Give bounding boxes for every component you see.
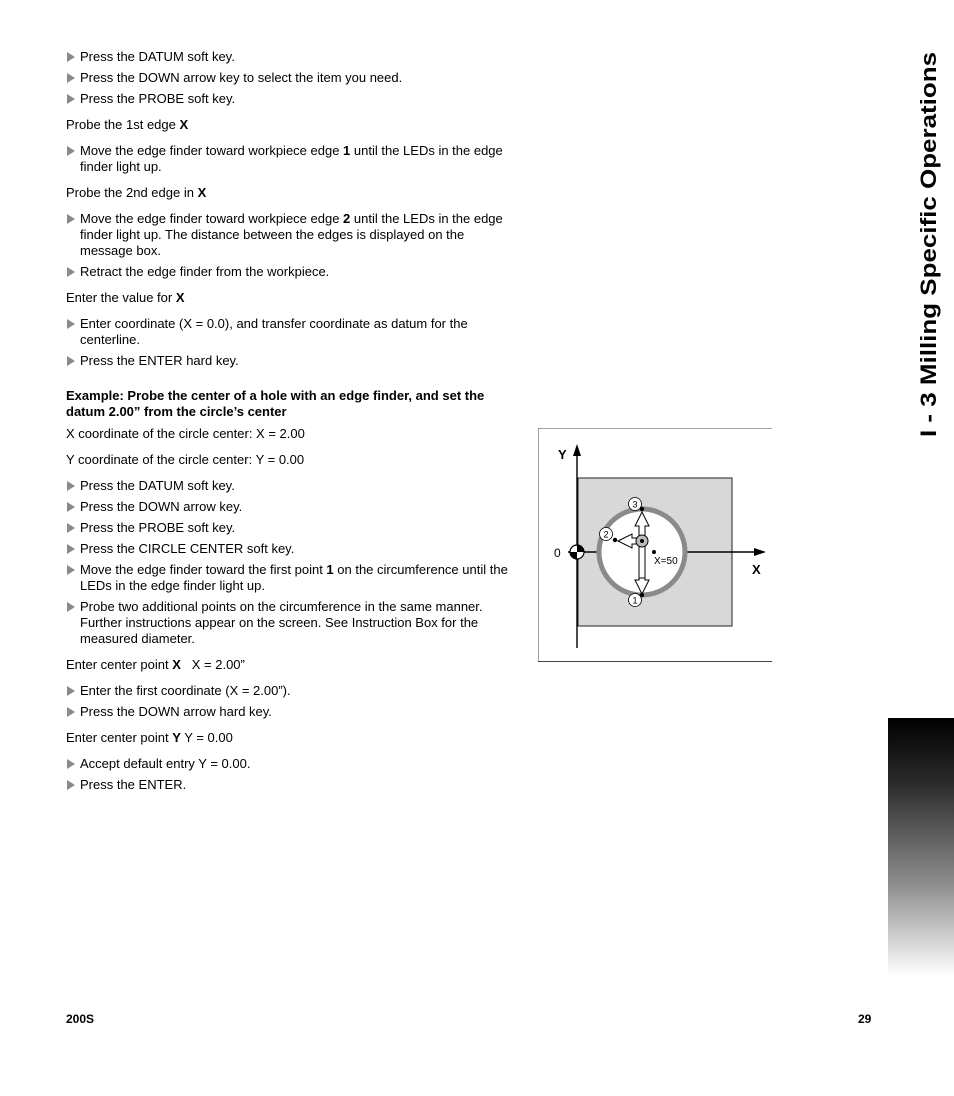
center-y-label: Enter center point Y Y = 0.00: [66, 730, 233, 745]
svg-text:I - 3 Milling Specific Operati: I - 3 Milling Specific Operations: [916, 110, 941, 437]
main-text-column: [66, 49, 516, 798]
point-2-marker: [600, 528, 613, 541]
step-press-enter: Press the ENTER hard key.: [66, 353, 516, 369]
y-coordinate-text: Y coordinate of the circle center: Y = 0.00: [66, 452, 305, 467]
origin-label: 0: [554, 546, 561, 560]
svg-text:2: 2: [603, 529, 609, 540]
x50-label: X=50: [654, 556, 678, 567]
step2-move-point-1: Move the edge finder toward the first point 1 on the circumference until the LEDs in the edge finder light up.: [66, 562, 516, 594]
footer-product: 200S: [66, 1012, 95, 1026]
step2-press-probe: Press the PROBE soft key.: [66, 520, 516, 536]
example-heading: Example: Probe the center of a hole with an edge finder, and set the datum 2.00” from the circle’s center: [66, 388, 485, 419]
probe-first-edge-label: Probe the 1st edge X: [66, 117, 189, 132]
x-axis-arrow: [754, 548, 766, 556]
x-coordinate-text: X coordinate of the circle center: X = 2.00: [66, 426, 305, 441]
step-press-down-hard: Press the DOWN arrow hard key.: [66, 704, 516, 720]
step2-press-down: Press the DOWN arrow key.: [66, 499, 516, 515]
center-x-label: Enter center point X X = 2.00”: [66, 657, 245, 672]
step-enter-coordinate: Enter coordinate (X = 0.0), and transfer coordinate as datum for the centerline.: [66, 316, 516, 348]
step-press-enter-final: Press the ENTER.: [66, 777, 516, 793]
svg-text:1: 1: [632, 595, 638, 606]
step-move-edge-2: Move the edge finder toward workpiece edge 2 until the LEDs in the edge finder light up. The distance between the edges is displayed on the message box.: [66, 211, 516, 259]
footer-page-number: 29: [858, 1012, 872, 1026]
datum-symbol: [570, 545, 584, 559]
step-press-probe: Press the PROBE soft key.: [66, 91, 516, 107]
point-3-marker: [629, 498, 642, 511]
chapter-tab-gradient: [888, 718, 954, 976]
x-axis-label: X: [752, 562, 761, 577]
y-axis-arrow: [573, 444, 581, 456]
y-axis-label: Y: [558, 447, 567, 462]
step-accept-default: Accept default entry Y = 0.00.: [66, 756, 516, 772]
section-title-vertical: [896, 48, 946, 440]
step-enter-first-coordinate: Enter the first coordinate (X = 2.00”).: [66, 683, 516, 699]
step-move-edge-1: Move the edge finder toward workpiece edge 1 until the LEDs in the edge finder light up.: [66, 143, 516, 175]
step-press-datum: Press the DATUM soft key.: [66, 49, 516, 65]
step-retract: Retract the edge finder from the workpiece.: [66, 264, 516, 280]
point-1-marker: [629, 594, 642, 607]
probe-second-edge-label: Probe the 2nd edge in X: [66, 185, 207, 200]
step2-press-circle-center: Press the CIRCLE CENTER soft key.: [66, 541, 516, 557]
step-press-down: Press the DOWN arrow key to select the item you need.: [66, 70, 516, 86]
enter-value-label: Enter the value for X: [66, 290, 185, 305]
circle-center-figure: [538, 428, 772, 662]
step2-press-datum: Press the DATUM soft key.: [66, 478, 516, 494]
svg-text:3: 3: [632, 499, 638, 510]
step2-probe-two-points: Probe two additional points on the circumference in the same manner. Further instructions appear on the screen. See Instruction Box for the measured diameter.: [66, 599, 516, 647]
